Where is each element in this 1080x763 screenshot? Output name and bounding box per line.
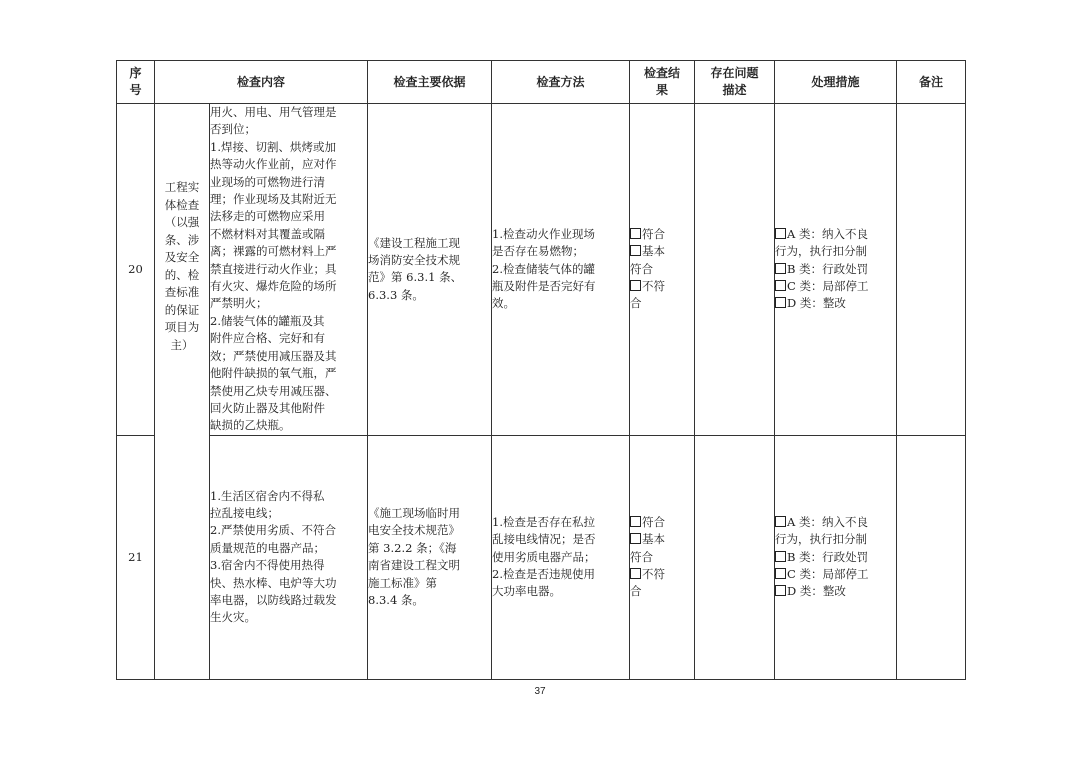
measure-option: B 类：行政处罚	[775, 261, 896, 278]
checkbox-icon	[775, 551, 786, 562]
check-basis	[368, 435, 492, 679]
row-number: 21	[117, 435, 155, 679]
text-line: 效。	[492, 296, 516, 311]
text-line: 率电器，以防线路过载发	[210, 593, 337, 608]
measure-option: A 类：纳入不良	[775, 514, 896, 531]
remark-cell	[897, 435, 966, 679]
text-line: 不燃材料对其覆盖或隔	[210, 226, 325, 241]
checkbox-icon	[775, 263, 786, 274]
header-content: 检查内容	[155, 61, 368, 104]
check-result	[630, 104, 695, 436]
measure-option: D 类：整改	[775, 583, 896, 600]
measure-option: A 类：纳入不良	[775, 226, 896, 243]
text-line: 2.检查储装气体的罐	[492, 261, 595, 276]
text-line: 《施工现场临时用	[368, 506, 461, 520]
text-line: 用火、用电、用气管理是	[210, 105, 337, 119]
text-line: 热等动火作业前，应对作	[210, 157, 337, 172]
table-row	[117, 104, 966, 436]
check-content	[210, 104, 368, 436]
text-line: 第 3.2.2 条；《海	[368, 540, 457, 555]
text-line: 1.焊接、切割、烘烤或加	[210, 139, 336, 154]
text-line: 拉乱接电线；	[210, 506, 279, 520]
text-line: 禁使用乙炔专用减压器、	[210, 383, 337, 398]
text-line: 他附件缺损的氧气瓶，严	[210, 366, 337, 381]
inspection-table	[116, 60, 966, 680]
text-line: 2.储装气体的罐瓶及其	[210, 313, 325, 328]
handling-measures	[775, 435, 897, 679]
text-line: 瓶及附件是否完好有	[492, 279, 596, 294]
result-option: 符合	[630, 549, 654, 564]
text-line: 电安全技术规范》	[368, 523, 461, 538]
check-method	[492, 435, 630, 679]
result-option: 合	[630, 296, 642, 311]
text-line: 离；裸露的可燃材料上严	[210, 244, 337, 259]
measure-option: B 类：行政处罚	[775, 549, 896, 566]
text-line: 场消防安全技术规	[368, 252, 461, 267]
result-option: 符合	[630, 226, 694, 243]
measure-option: D 类：整改	[775, 295, 896, 312]
category-text: 工程实体检查（以强条、涉及安全的、检查标准的保证项目为主）	[164, 180, 200, 352]
problem-description	[695, 104, 775, 436]
text-line: 大功率电器。	[492, 584, 562, 599]
text-line: 是否存在易燃物；	[492, 244, 585, 259]
text-line: 6.3.3 条。	[368, 287, 424, 302]
measure-option: C 类：局部停工	[775, 278, 896, 295]
handling-measures	[775, 104, 897, 436]
checkbox-icon	[775, 516, 786, 527]
text-line: 3.宿舍内不得使用热得	[210, 558, 325, 573]
table-header-row	[117, 61, 966, 104]
result-option: 符合	[630, 514, 694, 531]
checkbox-icon	[630, 245, 641, 256]
text-line: 否到位；	[210, 122, 256, 137]
result-option: 符合	[630, 261, 654, 276]
header-result: 检查结果	[630, 61, 695, 104]
checkbox-icon	[630, 280, 641, 291]
text-line: 质量规范的电器产品；	[210, 540, 325, 555]
measure-option: C 类：局部停工	[775, 566, 896, 583]
text-line: 缺损的乙炔瓶。	[210, 418, 291, 433]
result-option: 基本	[630, 243, 694, 260]
check-content	[210, 435, 368, 679]
text-line: 回火防止器及其他附件	[210, 400, 325, 415]
text-line: 快、热水棒、电炉等大功	[210, 575, 337, 590]
text-line: 理；作业现场及其附近无	[210, 192, 337, 207]
header-remark: 备注	[897, 61, 966, 104]
header-basis: 检查主要依据	[368, 61, 492, 104]
text-line: 附件应合格、完好和有	[210, 331, 325, 346]
text-line: 2.检查是否违规使用	[492, 566, 595, 581]
checkbox-icon	[775, 585, 786, 596]
text-line: 使用劣质电器产品；	[492, 549, 596, 564]
check-method	[492, 104, 630, 436]
checkbox-icon	[775, 280, 786, 291]
text-line: 效；严禁使用减压器及其	[210, 348, 337, 363]
checkbox-icon	[630, 228, 641, 239]
text-line: 南省建设工程文明	[368, 558, 461, 573]
table-row	[117, 435, 966, 679]
text-line: 1.生活区宿舍内不得私	[210, 488, 325, 503]
text-line: 有火灾、爆炸危险的场所	[210, 279, 337, 294]
text-line: 乱接电线情况；是否	[492, 532, 596, 547]
check-result	[630, 435, 695, 679]
result-option: 基本	[630, 531, 694, 548]
checkbox-icon	[775, 568, 786, 579]
text-line: 1.检查是否存在私拉	[492, 514, 595, 529]
result-option: 不符	[630, 566, 694, 583]
problem-description	[695, 435, 775, 679]
text-line: 范》第 6.3.1 条、	[368, 270, 463, 285]
checkbox-icon	[775, 297, 786, 308]
text-line: 生火灾。	[210, 610, 256, 625]
check-basis	[368, 104, 492, 436]
checkbox-icon	[775, 228, 786, 239]
header-measure: 处理措施	[775, 61, 897, 104]
header-seq: 序号	[117, 61, 155, 104]
text-line: 8.3.4 条。	[368, 593, 424, 608]
text-line: 2.严禁使用劣质、不符合	[210, 523, 336, 538]
result-option: 合	[630, 584, 642, 599]
checkbox-icon	[630, 568, 641, 579]
text-line: 业现场的可燃物进行清	[210, 174, 325, 189]
header-problem: 存在问题描述	[695, 61, 775, 104]
text-line: 施工标准》第	[368, 575, 438, 590]
header-method: 检查方法	[492, 61, 630, 104]
text-line: 《建设工程施工现	[368, 235, 461, 250]
text-line: 法移走的可燃物应采用	[210, 209, 325, 224]
result-option: 不符	[630, 278, 694, 295]
text-line: 禁直接进行动火作业；具	[210, 261, 337, 276]
measure-option: 行为，执行扣分制	[775, 532, 868, 547]
text-line: 严禁明火；	[210, 296, 268, 311]
text-line: 1.检查动火作业现场	[492, 226, 595, 241]
page-number: 37	[534, 686, 546, 697]
measure-option: 行为，执行扣分制	[775, 244, 868, 259]
remark-cell	[897, 104, 966, 436]
category-cell	[155, 104, 210, 680]
row-number: 20	[117, 104, 155, 436]
checkbox-icon	[630, 533, 641, 544]
checkbox-icon	[630, 516, 641, 527]
